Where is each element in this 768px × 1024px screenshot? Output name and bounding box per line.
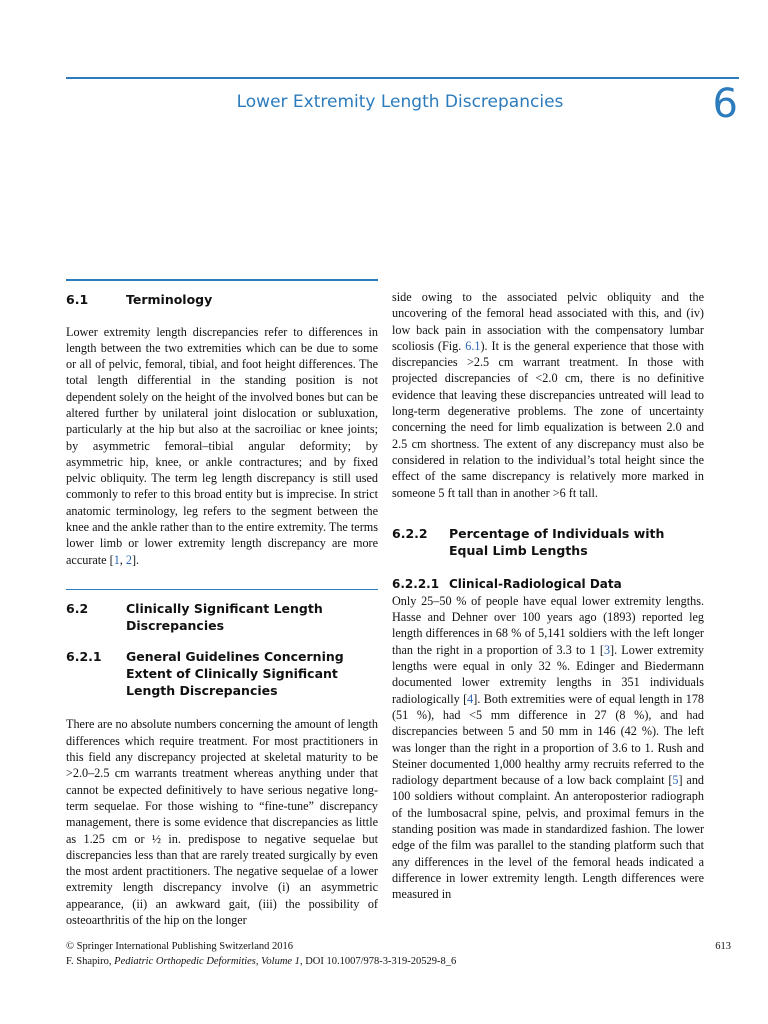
figure-link[interactable]: 6.1 — [465, 338, 481, 353]
section-title: Clinical-Radiological Data — [449, 576, 622, 591]
left-column — [66, 279, 378, 928]
section-title: Terminology — [126, 291, 213, 307]
text: ]. Lower extremity lengths were equal in only 32 %. Edinger and Biedermann documented lower extremity lengths in 351 individuals radiologically [ — [392, 642, 704, 706]
section-title: General Guidelines Concerning Extent of Clinically Significant Length Discrepancies — [126, 649, 344, 699]
section-title: Clinically Significant Length Discrepancies — [126, 601, 323, 634]
section-heading-6-1 — [66, 291, 378, 308]
section-number: 6.1 — [66, 291, 89, 307]
text: ]. — [131, 552, 140, 567]
book-title: Pediatric Orthopedic Deformities, Volume 1 — [114, 956, 300, 967]
section-number: 6.2.2.1 — [392, 576, 440, 591]
page-footer — [66, 939, 739, 969]
text: ]. Both extremities were of equal length in 178 (51 %), had <5 mm difference in 27 (8 %), and had discrepancies between 5 and 50 mm in 146 (42 %). The left was longer than the right in a proportion of 3.6 to 1. Rush and Steiner documented 1,000 healthy army recruits referred to the radiology department because of a low back complaint [ — [392, 691, 705, 788]
paragraph-continued — [392, 289, 704, 501]
paragraph-guidelines: There are no absolute numbers concerning the amount of length differences which require treatment. For most practitioners in this field any discrepancy projected at skeletal maturity to be >2.0–2.5 cm warrants treatment whereas anything under that cannot be expected definitively to have serious negative long-term sequelae. For those wishing to “fine-tune” discrepancy management, there is some evidence that discrepancies as little as 1.25 cm or ½ in. predispose to negative sequelae but discrepancies less than that are rarely treated surgically by even the most ardent practitioners. The negative sequelae of a lower extremity length discrepancy involve (i) an asymmetric appearance, (ii) an awkward gait, (iii) the possibility of osteoarthritis of the hip on the longer — [66, 717, 378, 928]
section-title: Percentage of Individuals with Equal Limb Lengths — [449, 525, 665, 558]
section-number: 6.2.1 — [66, 649, 102, 665]
section-rule — [66, 279, 378, 281]
section-heading-6-2-2 — [392, 525, 704, 559]
page-number: 613 — [715, 941, 731, 952]
text: side owing to the associated pelvic obliquity and the uncovering of the femoral head associated with this, and (iv) low back pain in association with the compensatory lumbar scoliosis (Fig. — [392, 290, 704, 353]
citation-link[interactable]: 4 — [467, 691, 474, 706]
citation-link[interactable]: 2 — [125, 552, 132, 567]
author: F. Shapiro, — [66, 956, 115, 967]
copyright: © Springer International Publishing Switzerland 2016 — [66, 941, 293, 952]
text: , — [119, 552, 126, 567]
chapter-title: Lower Extremity Length Discrepancies — [236, 92, 564, 112]
text: ] and 100 soldiers without complaint. An anteroposterior radiograph of the lumbosacral spine, pelvis, and proximal femurs in the standing position was made in standardized fashion. The lower edge of the film was parallel to the standing platform such that any differences in the level of the femoral heads indicated a difference in lower extremity length. Length differences were measured in — [392, 773, 705, 902]
text: Lower extremity length discrepancies refer to differences in length between the two extremities which can be due to some or all of pelvic, femoral, tibial, and foot height differences. The total length differential in the standing position is not dependent solely on the height of the involved bones but can be altered further by unilateral joint dislocation or subluxation, particularly at the hip but also at the sacroiliac or knee joints; by asymmetric femoral–tibial angular deformity; by asymmetric hip, knee, or ankle contractures; and by fixed pelvic obliquity. The term leg length discrepancy is still used commonly to refer to this broad entity but is imprecise. In strict anatomic terminology, leg refers to the segment between the knee and the ankle rather than to the entire extremity. The terms lower limb or lower extremity length discrepancy are more accurate [ — [66, 324, 378, 567]
citation-link[interactable]: 5 — [672, 773, 679, 788]
paragraph-clinical-data — [392, 593, 704, 903]
citation-link[interactable]: 3 — [603, 642, 611, 657]
right-column — [392, 289, 704, 903]
chapter-number: 6 — [712, 81, 738, 127]
section-heading-6-2-1 — [66, 648, 378, 699]
doi: , DOI 10.1007/978-3-319-20529-8_6 — [299, 956, 457, 967]
citation — [66, 954, 739, 969]
top-rule — [66, 77, 739, 79]
paragraph-terminology — [66, 324, 378, 568]
text: ). It is the general experience that those with discrepancies >2.5 cm warrant treatment. In those with projected discrepancies of <2.0 cm, there is no definitive evidence that leaving these discrepancies untreated will lead to long-term degenerative problems. The zone of uncertainty concerning the need for limb equalization is between 2.0 and 2.5 cm shortness. The extent of any discrepancy must also be considered in relation to the individual’s total height since the effect of the same discrepancy is relatively more marked in someone 5 ft tall than in another >6 ft tall. — [392, 338, 704, 500]
citation-link[interactable]: 1 — [113, 552, 120, 567]
text: Only 25–50 % of people have equal lower extremity lengths. Hasse and Dehner over 100 years ago (1893) reported leg length differences in 68 % of 5,141 soldiers with the left longer than the right in a proportion of 3.3 to 1 [ — [392, 593, 704, 657]
section-number: 6.2 — [66, 601, 89, 617]
section-rule — [66, 589, 378, 591]
section-heading-6-2-2-1 — [392, 576, 704, 592]
section-number: 6.2.2 — [392, 525, 428, 541]
section-heading-6-2 — [66, 600, 378, 634]
